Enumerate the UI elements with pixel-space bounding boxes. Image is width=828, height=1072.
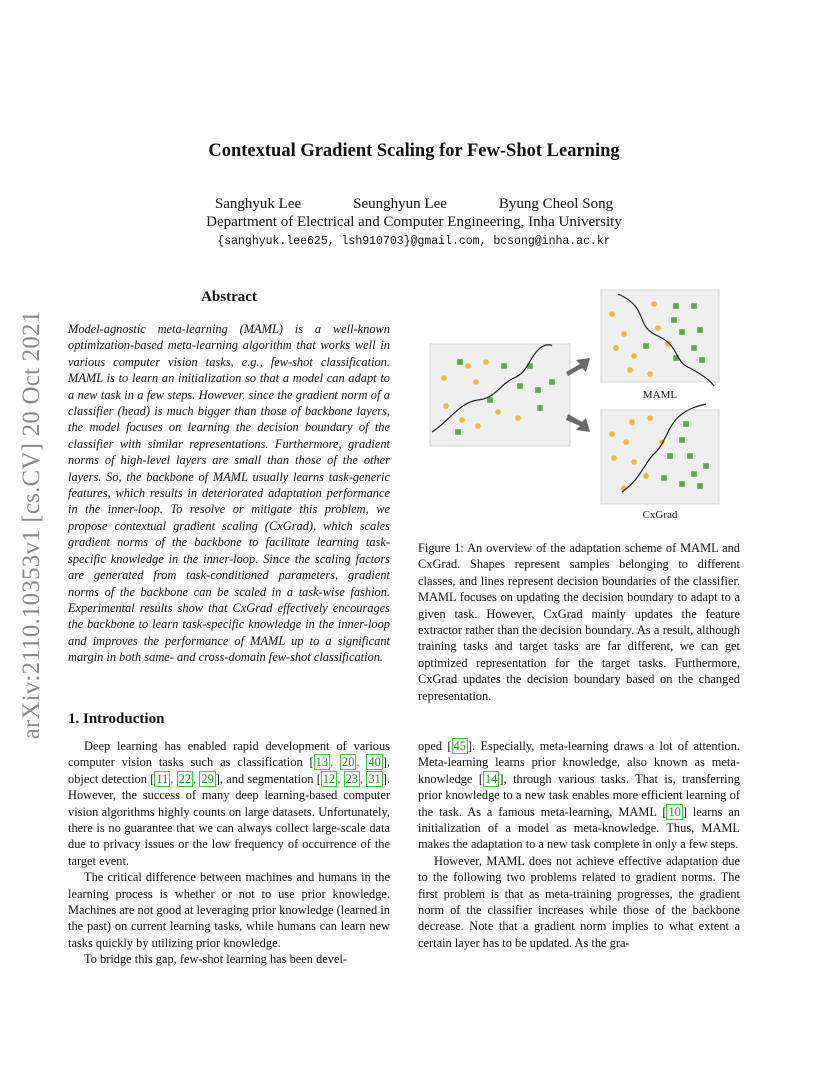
sample-circle: [627, 367, 633, 373]
intro-paragraph: The critical difference between machines and humans in the learning process is whether or not to use prior knowledge. Machines are not good at leveraging prior knowledge (learned in the past) on current learning tasks, while humans can learn new tasks quickly by utilizing prior knowledge.: [68, 870, 390, 950]
sample-circle: [441, 375, 447, 381]
figure-label-cxgrad: CxGrad: [642, 509, 678, 521]
figure-1: [418, 286, 742, 531]
sample-circle: [473, 379, 479, 385]
sample-circle: [629, 419, 635, 425]
sample-circle: [647, 371, 653, 377]
sample-square: [661, 475, 667, 481]
sample-square: [687, 453, 693, 459]
sample-circle: [515, 415, 521, 421]
intro-paragraph: Deep learning has enabled rapid development of various computer vision tasks such as classification [ 13 , 20 , 40 ], object detection [ 11 , 22 , 29 ], and segmentation [ 12 , 23 , 31 ]. However, the success of many deep learning-based computer vision algorithms highly counts on large datasets. Unfortunately, there is no guarantee that we can always collect large-scale data due to privacy issues or the low frequency of occurrence of the target event.: [68, 739, 391, 868]
citation-link[interactable]: 12 , 23 , 31: [322, 771, 381, 786]
citation-link[interactable]: 13 , 20 , 40: [315, 755, 381, 770]
sample-circle: [631, 353, 637, 359]
author-list: [0, 196, 828, 213]
sample-square: [679, 437, 685, 443]
sample-square: [673, 303, 679, 309]
arxiv-stamp: arXiv:2110.10353v1 [cs.CV] 20 Oct 2021: [18, 310, 45, 740]
sample-circle: [655, 325, 661, 331]
sample-circle: [609, 311, 615, 317]
author-name: Sanghyuk Lee: [214, 196, 302, 212]
sample-square: [667, 453, 673, 459]
panel-cxgrad: [601, 410, 719, 504]
sample-square: [699, 357, 705, 363]
abstract-text: Model-agnostic meta-learning (MAML) is a well-known optimization-based meta-learning algorithm that works well in various computer vision tasks, e.g., few-shot classification. MAML is to learn an initialization so that a model can adapt to a new task in a few steps. However, since the gradient norm of a classifier (head) is much bigger than those of backbone layers, the model focuses on learning the decision boundary of the classifier with similar representations. Furthermore, gradient norms of high-level layers are small than those of the other layers. So, the backbone of MAML usually learns task-generic features, which results in deteriorated adaptation performance in the inner-loop. To resolve or mitigate this problem, we propose contextual gradient scaling (CxGrad), which scales gradient norms of the backbone to facilitate learning task-specific knowledge in the inner-loop. Since the scaling factors are generated from task-conditioned parameters, gradient norms of the backbone can be scaled in a task-wise fashion. Experimental results show that CxGrad effectively encourages the backbone to learn task-specific knowledge in the inner-loop and improves the performance of MAML up to a significant margin in both same- and cross-domain few-shot classification.: [68, 322, 390, 665]
sample-square: [691, 303, 697, 309]
citation-link[interactable]: 45: [453, 739, 466, 753]
sample-square: [535, 387, 541, 393]
sample-square: [683, 421, 689, 427]
sample-square: [455, 429, 461, 435]
sample-square: [703, 463, 709, 469]
sample-square: [643, 343, 649, 349]
panel-original: [430, 344, 570, 446]
sample-circle: [647, 415, 653, 421]
sample-circle: [613, 345, 619, 351]
paper-title: Contextual Gradient Scaling for Few-Shot Learning: [208, 141, 620, 161]
citation-link[interactable]: 14: [484, 771, 498, 786]
sample-square: [697, 483, 703, 489]
sample-circle: [621, 331, 627, 337]
sample-square: [679, 329, 685, 335]
sample-square: [671, 317, 677, 323]
intro-column-right: [418, 738, 740, 951]
sample-circle: [623, 439, 629, 445]
sample-square: [487, 397, 493, 403]
citation-link[interactable]: 10: [668, 804, 681, 819]
sample-square: [697, 327, 703, 333]
sample-square: [537, 405, 543, 411]
panel-maml: [601, 290, 719, 382]
sample-circle: [643, 473, 649, 479]
section-heading-introduction: 1. Introduction: [68, 711, 165, 727]
affiliation: Department of Electrical and Computer Engineering, Inha University: [206, 214, 622, 230]
sample-circle: [609, 431, 615, 437]
author-emails: {sanghyuk.lee625, lsh910703}@gmail.com, bcsong@inha.ac.kr: [217, 235, 611, 248]
figure-label-maml: MAML: [642, 389, 678, 401]
sample-square: [501, 363, 507, 369]
intro-paragraph: However, MAML does not achieve effective adaptation due to the following two problems related to gradient norms. The first problem is that as meta-training progresses, the gradient norm of the classifier increases while those of the backbone decrease. Note that a gradient norm implies to what extent a certain layer has to be updated. As the gra-: [418, 853, 740, 950]
intro-paragraph: To bridge this gap, few-shot learning has been devel-: [84, 952, 348, 967]
sample-square: [549, 379, 555, 385]
sample-circle: [495, 409, 501, 415]
sample-square: [691, 345, 697, 351]
sample-square: [679, 481, 685, 487]
sample-square: [517, 383, 523, 389]
author-name: Seunghyun Lee: [353, 196, 447, 212]
figure-caption: Figure 1: An overview of the adaptation scheme of MAML and CxGrad. Shapes represent samples belonging to different classes, and lines represent decision boundaries of the classifier. MAML focuses on updating the decision boundary to adapt to a given task. However, CxGrad mainly updates the feature extractor rather than the decision boundary. As a result, although training tasks and target tasks are far different, we can get optimized representation for the target tasks. Furthermore, CxGrad updates the decision boundary based on the changed representation.: [418, 541, 740, 703]
sample-circle: [631, 459, 637, 465]
sample-circle: [459, 417, 465, 423]
sample-circle: [443, 403, 449, 409]
sample-circle: [651, 301, 657, 307]
sample-circle: [465, 363, 471, 369]
author-name: Byung Cheol Song: [498, 196, 614, 212]
abstract-heading: Abstract: [201, 289, 257, 305]
arxiv-stamp-container: [16, 290, 48, 760]
intro-column-left: [68, 738, 390, 968]
intro-paragraph: oped [ 45 ]. Especially, meta-learning draws a lot of attention. Meta-learning learns prior knowledge, also known as meta-knowledge [ 14 ], through various tasks. That is, transferring prior knowledge to a new task enables more efficient learning of the task. As a famous meta-learning, MAML [ 10 ] learns an initialization of a model as meta-knowledge. Thus, MAML makes the adaptation to a new task complete in only a few steps.: [418, 739, 741, 852]
sample-square: [457, 359, 463, 365]
sample-circle: [611, 455, 617, 461]
sample-circle: [475, 423, 481, 429]
citation-link[interactable]: 11 , 22 , 29: [156, 771, 214, 786]
sample-circle: [483, 359, 489, 365]
sample-square: [691, 471, 697, 477]
